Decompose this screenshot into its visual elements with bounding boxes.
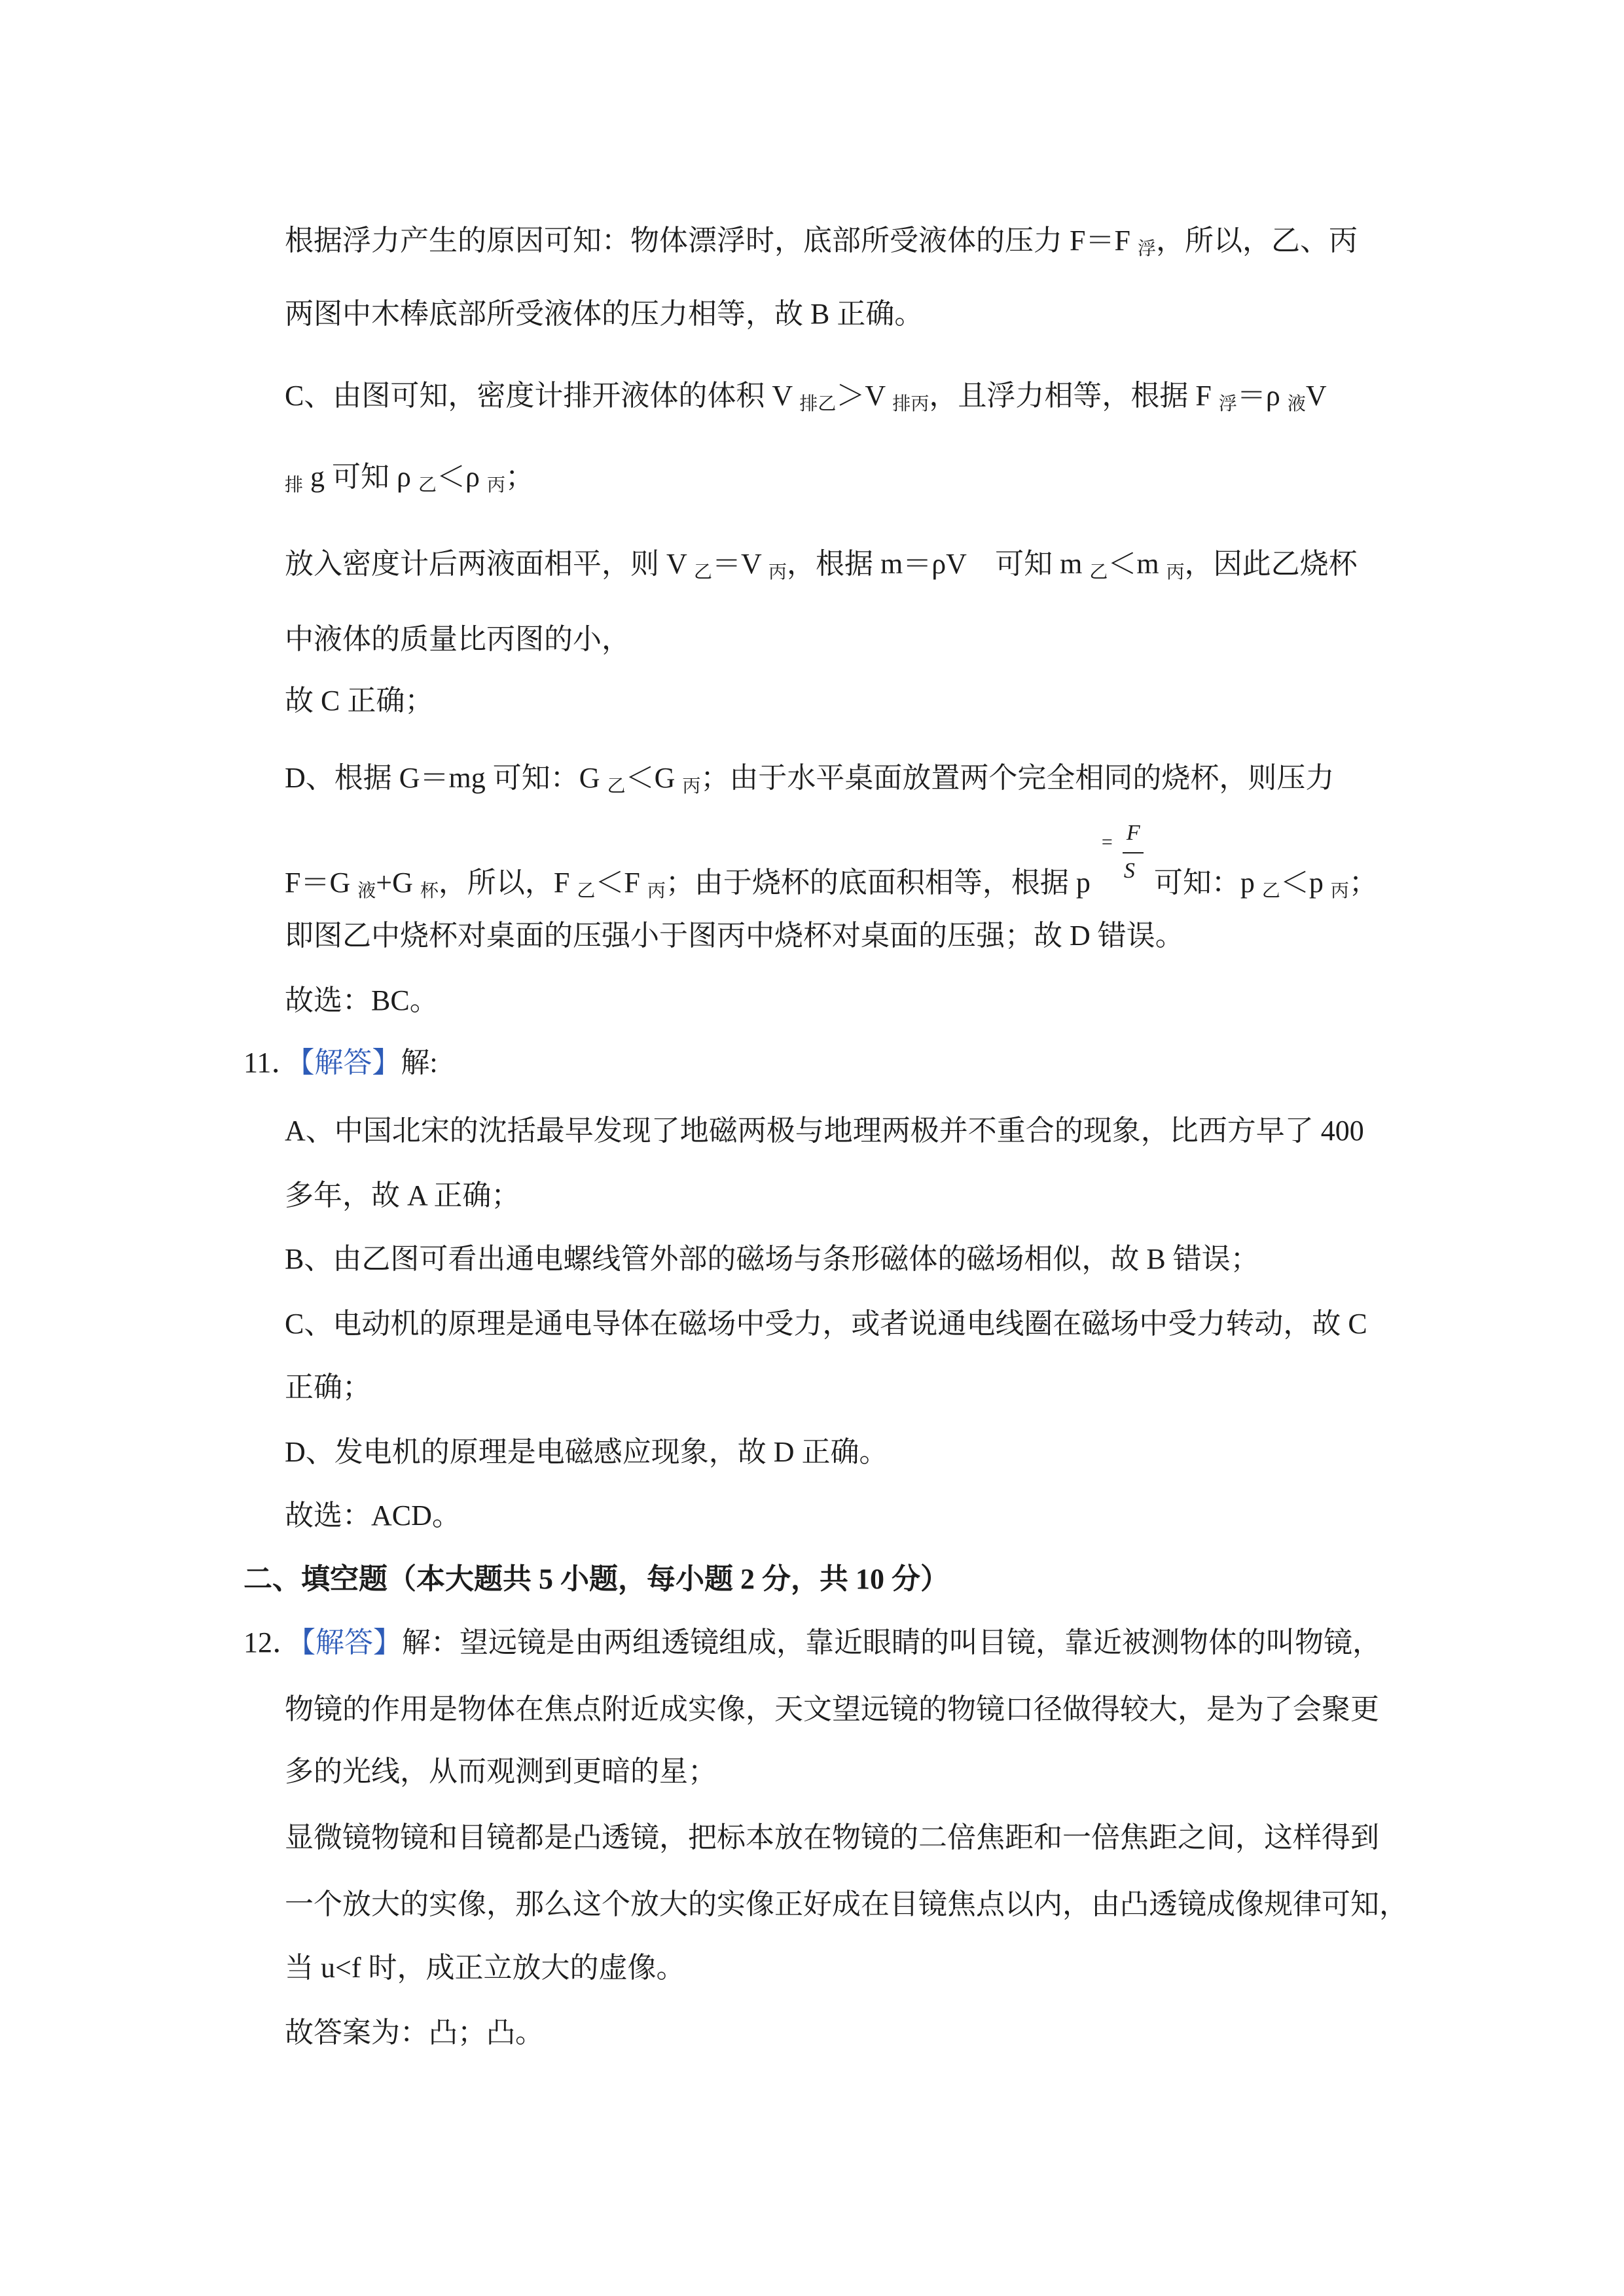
- text-run: ＜ρ: [437, 461, 487, 493]
- q11-line-5: [285, 1371, 371, 1405]
- text-run: 故答案为：凸；凸。: [285, 2017, 544, 2049]
- subscript: 排: [285, 475, 304, 495]
- q11-header: [244, 1046, 438, 1080]
- subscript: 乙: [1089, 562, 1108, 583]
- text-run: g 可知 ρ: [303, 461, 418, 493]
- text-run: 多年，故 A 正确；: [285, 1179, 520, 1211]
- q12-header: [244, 1626, 1381, 1660]
- fraction-bar: [1123, 852, 1144, 853]
- section-heading-text: 二、填空题（本大题共 5 小题，每小题 2 分，共 10 分）: [244, 1563, 949, 1595]
- text-run: ＜G: [625, 762, 683, 794]
- q12-line-3: [285, 1821, 1379, 1855]
- text-run: +G: [376, 867, 420, 899]
- text-run: 两图中木棒底部所受液体的压力相等，故 B 正确。: [285, 298, 924, 330]
- subscript: 丙: [1166, 562, 1185, 583]
- text-run: 根据浮力产生的原因可知：物体漂浮时，底部所受液体的压力 F＝F: [285, 224, 1138, 257]
- answer-tag: 【解答】: [301, 1626, 402, 1659]
- q10-line-2: [285, 297, 923, 331]
- text-run: ，所以，F: [438, 867, 577, 899]
- q12-line-4: [285, 1888, 1408, 1922]
- question-number: 11．: [244, 1047, 300, 1079]
- text-run: ＜m: [1108, 548, 1166, 580]
- text-run: 故 C 正确；: [285, 685, 434, 717]
- text-run: 故选：BC。: [285, 984, 439, 1016]
- text-run: ；由于水平桌面放置两个完全相同的烧杯，则压力: [700, 762, 1335, 794]
- subscript: 乙: [577, 881, 596, 901]
- text-run: C、由图可知，密度计排开液体的体积 V: [285, 380, 800, 412]
- subscript: 乙: [1261, 881, 1280, 901]
- text-run: F＝G: [285, 867, 358, 899]
- text-run: V: [1305, 380, 1327, 412]
- subscript: 浮: [1137, 239, 1156, 259]
- subscript: 丙: [647, 881, 666, 901]
- q11-line-2: [285, 1179, 520, 1213]
- text-run: 当 u<f 时，成正立放大的虚像。: [285, 1952, 685, 1984]
- text-run: ＜p: [1280, 867, 1331, 899]
- text-run: 一个放大的实像，那么这个放大的实像正好成在目镜焦点以内，由凸透镜成像规律可知，: [285, 1888, 1408, 1920]
- q11-line-4: [285, 1307, 1367, 1341]
- text-run: 即图乙中烧杯对桌面的压强小于图丙中烧杯对桌面的压强；故 D 错误。: [285, 920, 1184, 952]
- text-run: D、发电机的原理是电磁感应现象，故 D 正确。: [285, 1436, 888, 1468]
- q10-line-3: [285, 379, 1327, 417]
- q12-line-5: [285, 1951, 685, 1985]
- text-run: ，所以，乙、丙: [1155, 224, 1358, 257]
- subscript: 浮: [1218, 394, 1237, 414]
- text-run: A、中国北宋的沈括最早发现了地磁两极与地理两极并不重合的现象，比西方早了 400: [285, 1115, 1364, 1147]
- subscript: 液: [357, 881, 376, 901]
- text-run: 故选：ACD。: [285, 1499, 461, 1532]
- q10-answer-line: [285, 984, 439, 1018]
- fraction-denominator: S: [1123, 859, 1135, 883]
- q11-line-3: [285, 1242, 1259, 1276]
- subscript: 乙: [607, 776, 626, 797]
- text-run: 多的光线，从而观测到更暗的星；: [285, 1755, 717, 1787]
- q10-line-8: [285, 761, 1334, 799]
- answer-tag: 【解答】: [300, 1047, 401, 1079]
- q10-line-7: [285, 684, 433, 718]
- section-heading: [244, 1562, 949, 1596]
- text-run: B、由乙图可看出通电螺线管外部的磁场与条形磁体的磁场相似，故 B 错误；: [285, 1243, 1259, 1275]
- subscript: 丙: [682, 776, 701, 797]
- text-run: ，根据 m＝ρV 可知 m: [787, 548, 1090, 580]
- q10-line-6: [285, 622, 630, 656]
- q10-line-1: [285, 224, 1358, 262]
- text-run: 显微镜物镜和目镜都是凸透镜，把标本放在物镜的二倍焦距和一倍焦距之间，这样得到: [285, 1821, 1379, 1854]
- q10-line-10: [285, 919, 1184, 953]
- q11-line-1: [285, 1114, 1364, 1148]
- subscript: 排丙: [892, 394, 929, 414]
- subscript: 丙: [1330, 881, 1349, 901]
- q12-line-2: [285, 1755, 717, 1789]
- text-run: ；由于烧杯的底面积相等，根据 p: [665, 867, 1098, 899]
- text-run: ＝ρ: [1236, 380, 1288, 412]
- answer-intro: 解：望远镜是由两组透镜组成，靠近眼睛的叫目镜，靠近被测物体的叫物镜，: [402, 1626, 1381, 1659]
- text-run: ＞V: [836, 380, 893, 412]
- q11-answer-line: [285, 1499, 461, 1533]
- subscript: 乙: [693, 562, 712, 583]
- formula-equals-sign: =: [1101, 831, 1113, 853]
- fraction-numerator: F: [1126, 821, 1140, 845]
- subscript: 液: [1287, 394, 1306, 414]
- text-run: 物镜的作用是物体在焦点附近成实像，天文望远镜的物镜口径做得较大，是为了会聚更: [285, 1693, 1379, 1725]
- text-run: ，因此乙烧杯: [1184, 548, 1358, 580]
- text-run: ＜F: [595, 867, 647, 899]
- text-run: 可知：p: [1153, 867, 1262, 899]
- text-run: ，且浮力相等，根据 F: [929, 380, 1219, 412]
- answer-intro: 解:: [401, 1047, 438, 1079]
- subscript: 丙: [768, 562, 787, 583]
- subscript: 杯: [420, 881, 439, 901]
- text-run: ；: [1348, 867, 1378, 899]
- q10-line-4: [285, 460, 534, 498]
- text-run: 放入密度计后两液面相平，则 V: [285, 548, 694, 580]
- q10-line-9: [285, 821, 1378, 904]
- q10-line-5: [285, 547, 1358, 585]
- pressure-formula: [1098, 821, 1154, 892]
- question-number: 12．: [244, 1626, 301, 1659]
- q12-line-1: [285, 1693, 1379, 1727]
- subscript: 丙: [486, 475, 505, 495]
- text-run: 中液体的质量比丙图的小，: [285, 623, 630, 655]
- q12-answer-line: [285, 2016, 544, 2050]
- text-run: ＝V: [712, 548, 768, 580]
- q11-line-6: [285, 1435, 888, 1469]
- subscript: 排乙: [799, 394, 837, 414]
- text-run: ；: [505, 461, 534, 493]
- text-run: C、电动机的原理是通电导体在磁场中受力，或者说通电线圈在磁场中受力转动，故 C: [285, 1308, 1367, 1340]
- text-run: 正确；: [285, 1371, 371, 1403]
- text-run: D、根据 G＝mg 可知：G: [285, 762, 607, 794]
- subscript: 乙: [418, 475, 437, 495]
